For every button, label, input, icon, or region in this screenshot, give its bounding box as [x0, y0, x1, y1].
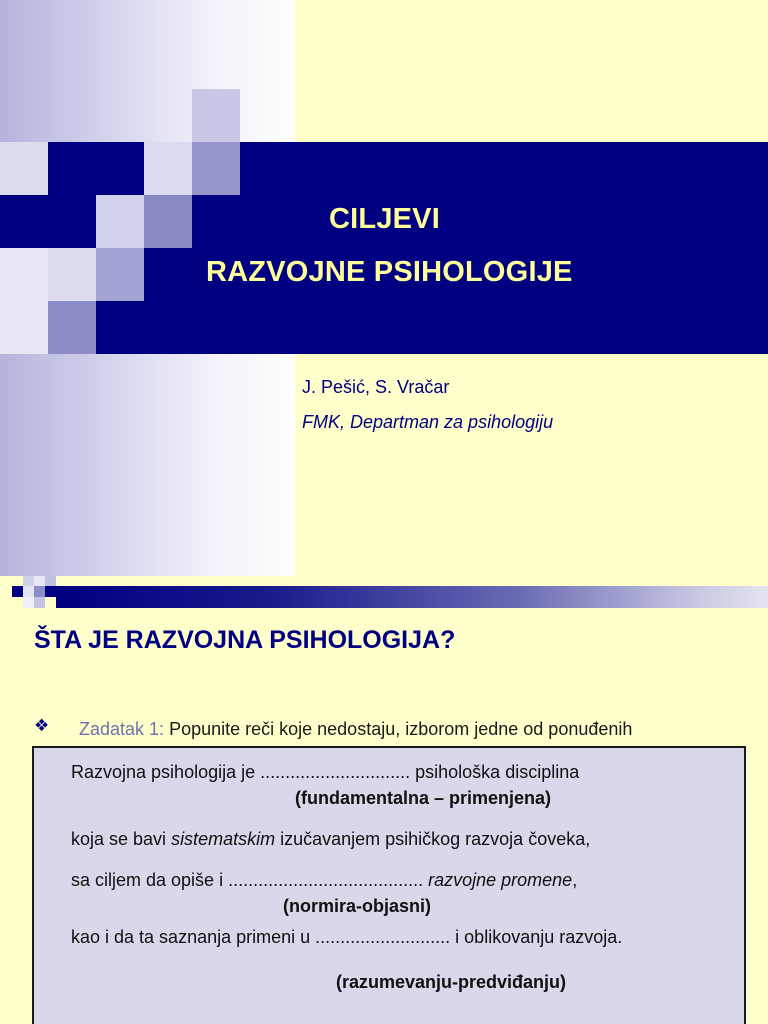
department: FMK, Departman za psihologiju	[302, 412, 554, 432]
option-razumevanju-predvidjanju: (razumevanju-predviđanju)	[336, 972, 567, 992]
deco-mini-square	[23, 597, 34, 608]
text-segment: sa ciljem da opiše i .......................................	[71, 870, 429, 890]
deco-square	[48, 248, 96, 301]
option-fundamentalna-primenjena: (fundamentalna – primenjena)	[295, 788, 552, 808]
header-strip	[56, 586, 768, 608]
deco-square	[144, 195, 192, 248]
deco-square	[192, 89, 240, 142]
slide-heading: ŠTA JE RAZVOJNA PSIHOLOGIJA?	[34, 626, 456, 654]
authors: J. Pešić, S. Vračar	[302, 377, 450, 397]
title-line-2: RAZVOJNE PSIHOLOGIJE	[206, 256, 573, 288]
title-line-1: CILJEVI	[329, 203, 440, 235]
italic-segment: sistematskim	[171, 829, 276, 849]
option-normira-objasni: (normira-objasni)	[283, 896, 432, 916]
content-slide	[0, 576, 768, 1024]
diamond-bullet-icon: ❖	[34, 716, 50, 735]
italic-segment: razvojne promene	[428, 870, 573, 890]
exercise-line-1: Razvojna psihologija je .............................. psihološka disciplina	[71, 762, 580, 782]
deco-mini-square	[34, 597, 45, 608]
task-text: Popunite reči koje nedostaju, izborom jedne od ponuđenih	[164, 719, 633, 739]
deco-square	[192, 142, 240, 195]
text-segment: izučavanjem psihičkog razvoja čoveka,	[275, 829, 591, 849]
deco-square	[96, 195, 144, 248]
deco-square	[96, 248, 144, 301]
exercise-line-6: kao i da ta saznanja primeni u ........................... i oblikovanju razvoja.	[71, 927, 623, 947]
deco-square	[48, 301, 96, 354]
task-label: Zadatak 1:	[79, 719, 165, 739]
task-instruction	[79, 719, 632, 740]
text-segment: koja se bavi	[71, 829, 172, 849]
exercise-line-3	[71, 829, 590, 850]
exercise-line-4	[71, 870, 577, 891]
band-notch-top	[0, 142, 48, 195]
text-segment: ,	[572, 870, 578, 890]
band-notch-bottom	[0, 248, 48, 354]
deco-mini-square	[45, 586, 56, 597]
deco-mini-square	[12, 586, 23, 597]
deco-mini-square	[34, 586, 45, 597]
deco-square	[144, 142, 192, 195]
deco-mini-square	[23, 586, 34, 597]
